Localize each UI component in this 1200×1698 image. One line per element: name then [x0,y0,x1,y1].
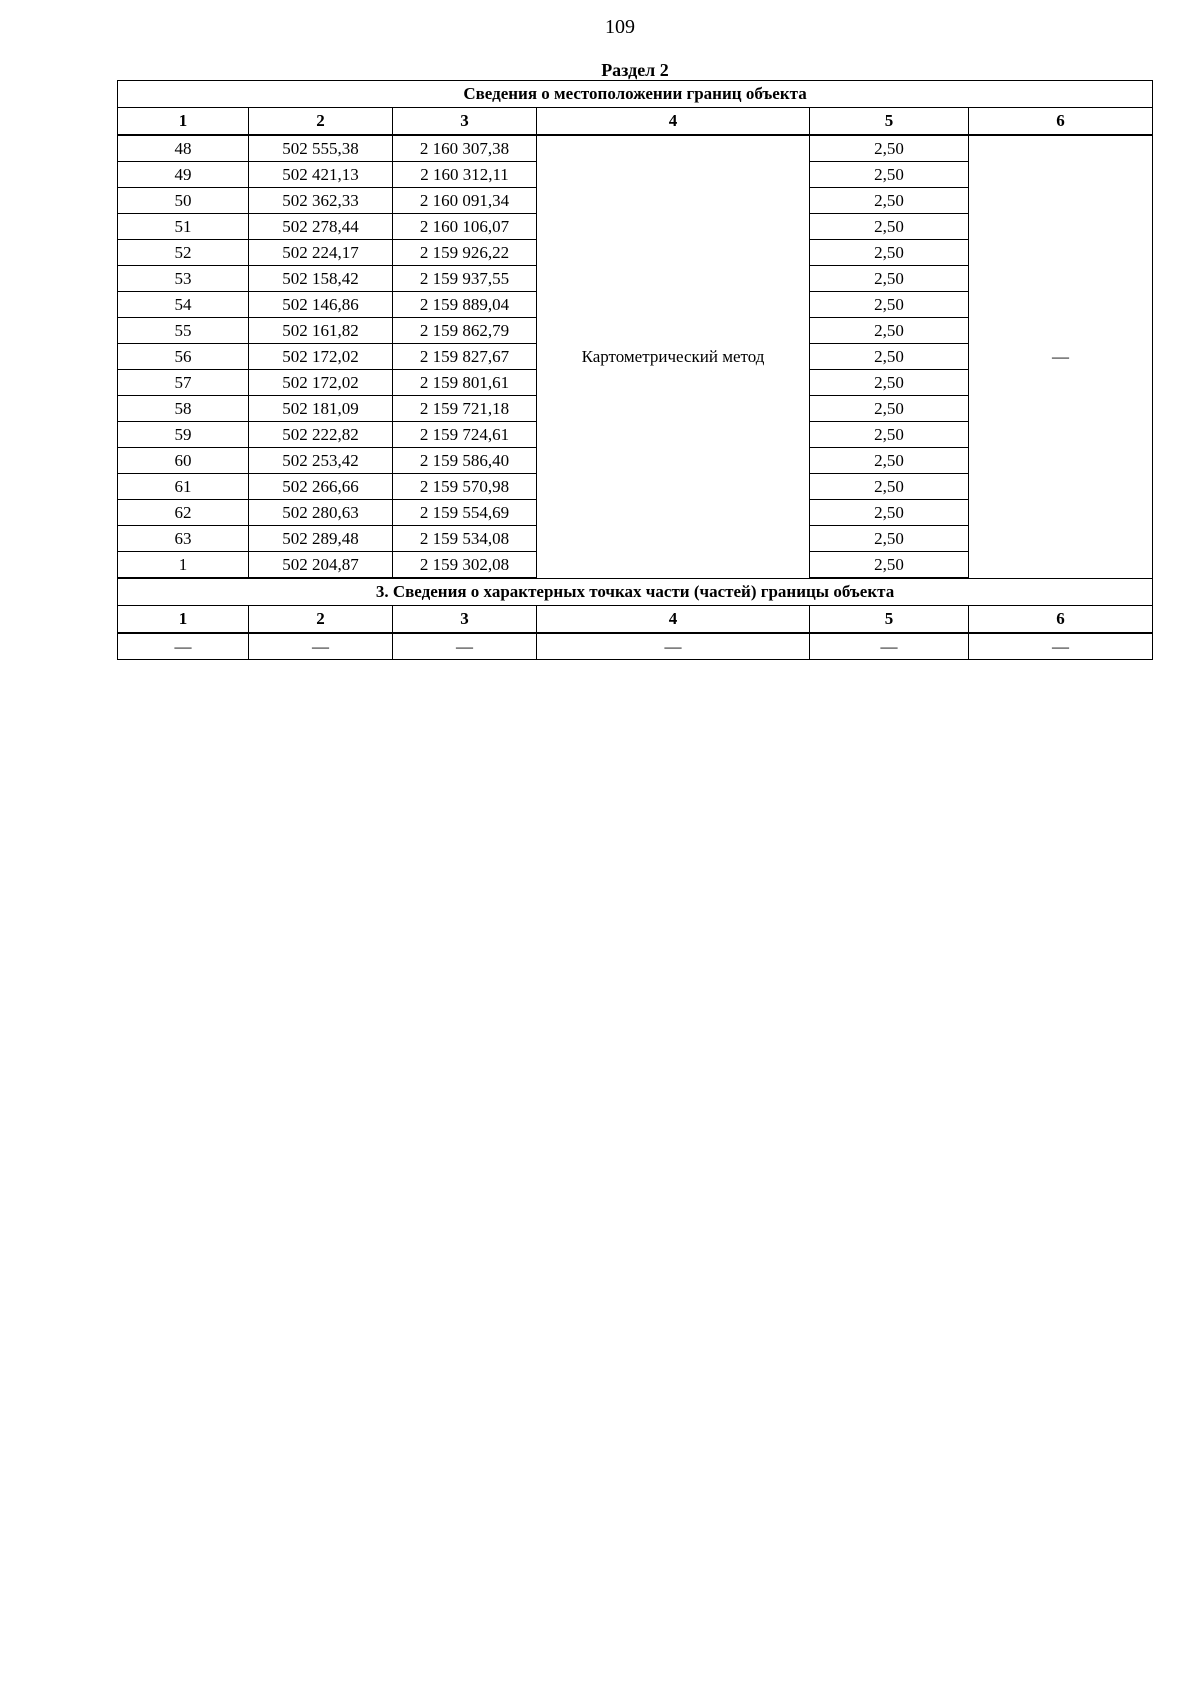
point-number-cell: 50 [118,188,249,214]
accuracy-cell: 2,50 [810,266,969,292]
coord-x-cell: 502 421,13 [249,162,393,188]
table2-header-3: 3 [393,606,537,634]
point-number-cell: 54 [118,292,249,318]
table2-header-2: 2 [249,606,393,634]
coord-x-cell: 502 253,42 [249,448,393,474]
boundary-table [117,80,1153,660]
coord-y-cell: 2 159 801,61 [393,370,537,396]
coord-x-cell: 502 266,66 [249,474,393,500]
accuracy-cell: 2,50 [810,474,969,500]
accuracy-cell: 2,50 [810,162,969,188]
coord-y-cell: 2 159 570,98 [393,474,537,500]
point-number-cell: 62 [118,500,249,526]
point-number-cell: 51 [118,214,249,240]
coord-y-cell: 2 159 827,67 [393,344,537,370]
coord-x-cell: 502 204,87 [249,552,393,579]
coord-x-cell: 502 172,02 [249,344,393,370]
coord-x-cell: 502 181,09 [249,396,393,422]
table2-header-5: 5 [810,606,969,634]
coord-y-cell: 2 159 586,40 [393,448,537,474]
table-row [118,135,1153,162]
table2-header-1: 1 [118,606,249,634]
table1-header-3: 3 [393,108,537,136]
point-number-cell: 55 [118,318,249,344]
coord-x-cell: 502 172,02 [249,370,393,396]
accuracy-cell: 2,50 [810,214,969,240]
table2-cell-5: — [810,633,969,660]
accuracy-cell: 2,50 [810,526,969,552]
point-number-cell: 48 [118,135,249,162]
table2-header-row [118,606,1153,634]
coord-y-cell: 2 159 302,08 [393,552,537,579]
point-number-cell: 61 [118,474,249,500]
table1-header-4: 4 [537,108,810,136]
point-number-cell: 58 [118,396,249,422]
accuracy-cell: 2,50 [810,552,969,579]
accuracy-cell: 2,50 [810,135,969,162]
point-number-cell: 57 [118,370,249,396]
coord-x-cell: 502 362,33 [249,188,393,214]
table1-header-2: 2 [249,108,393,136]
table2-cell-6: — [969,633,1153,660]
accuracy-cell: 2,50 [810,500,969,526]
coord-y-cell: 2 160 312,11 [393,162,537,188]
table2-cell-1: — [118,633,249,660]
coord-y-cell: 2 160 091,34 [393,188,537,214]
table1-header-6: 6 [969,108,1153,136]
point-number-cell: 59 [118,422,249,448]
coord-y-cell: 2 159 862,79 [393,318,537,344]
coord-x-cell: 502 161,82 [249,318,393,344]
point-number-cell: 60 [118,448,249,474]
accuracy-cell: 2,50 [810,370,969,396]
col6-cell: — [969,135,1153,578]
coord-y-cell: 2 159 889,04 [393,292,537,318]
coord-x-cell: 502 158,42 [249,266,393,292]
coord-x-cell: 502 280,63 [249,500,393,526]
table2-caption: 3. Сведения о характерных точках части (частей) границы объекта [118,578,1153,606]
point-number-cell: 1 [118,552,249,579]
coord-x-cell: 502 555,38 [249,135,393,162]
accuracy-cell: 2,50 [810,344,969,370]
accuracy-cell: 2,50 [810,188,969,214]
coord-x-cell: 502 224,17 [249,240,393,266]
coord-y-cell: 2 160 106,07 [393,214,537,240]
table1-header-row [118,108,1153,136]
table1-caption: Сведения о местоположении границ объекта [118,81,1153,108]
accuracy-cell: 2,50 [810,422,969,448]
table2-header-4: 4 [537,606,810,634]
table2-cell-3: — [393,633,537,660]
point-number-cell: 56 [118,344,249,370]
section-title: Раздел 2 [601,60,669,80]
table2-data-row [118,633,1153,660]
method-cell: Картометрический метод [537,135,810,578]
point-number-cell: 49 [118,162,249,188]
coord-x-cell: 502 289,48 [249,526,393,552]
accuracy-cell: 2,50 [810,448,969,474]
coord-x-cell: 502 222,82 [249,422,393,448]
coord-y-cell: 2 159 937,55 [393,266,537,292]
coord-y-cell: 2 159 926,22 [393,240,537,266]
coord-y-cell: 2 159 724,61 [393,422,537,448]
coord-y-cell: 2 159 721,18 [393,396,537,422]
table2-cell-2: — [249,633,393,660]
accuracy-cell: 2,50 [810,292,969,318]
coord-y-cell: 2 160 307,38 [393,135,537,162]
table1-header-1: 1 [118,108,249,136]
accuracy-cell: 2,50 [810,318,969,344]
point-number-cell: 52 [118,240,249,266]
table1-header-5: 5 [810,108,969,136]
point-number-cell: 63 [118,526,249,552]
coord-x-cell: 502 278,44 [249,214,393,240]
table2-cell-4: — [537,633,810,660]
coord-y-cell: 2 159 534,08 [393,526,537,552]
accuracy-cell: 2,50 [810,396,969,422]
coord-x-cell: 502 146,86 [249,292,393,318]
accuracy-cell: 2,50 [810,240,969,266]
point-number-cell: 53 [118,266,249,292]
coord-y-cell: 2 159 554,69 [393,500,537,526]
page-number: 109 [605,16,635,38]
table2-header-6: 6 [969,606,1153,634]
